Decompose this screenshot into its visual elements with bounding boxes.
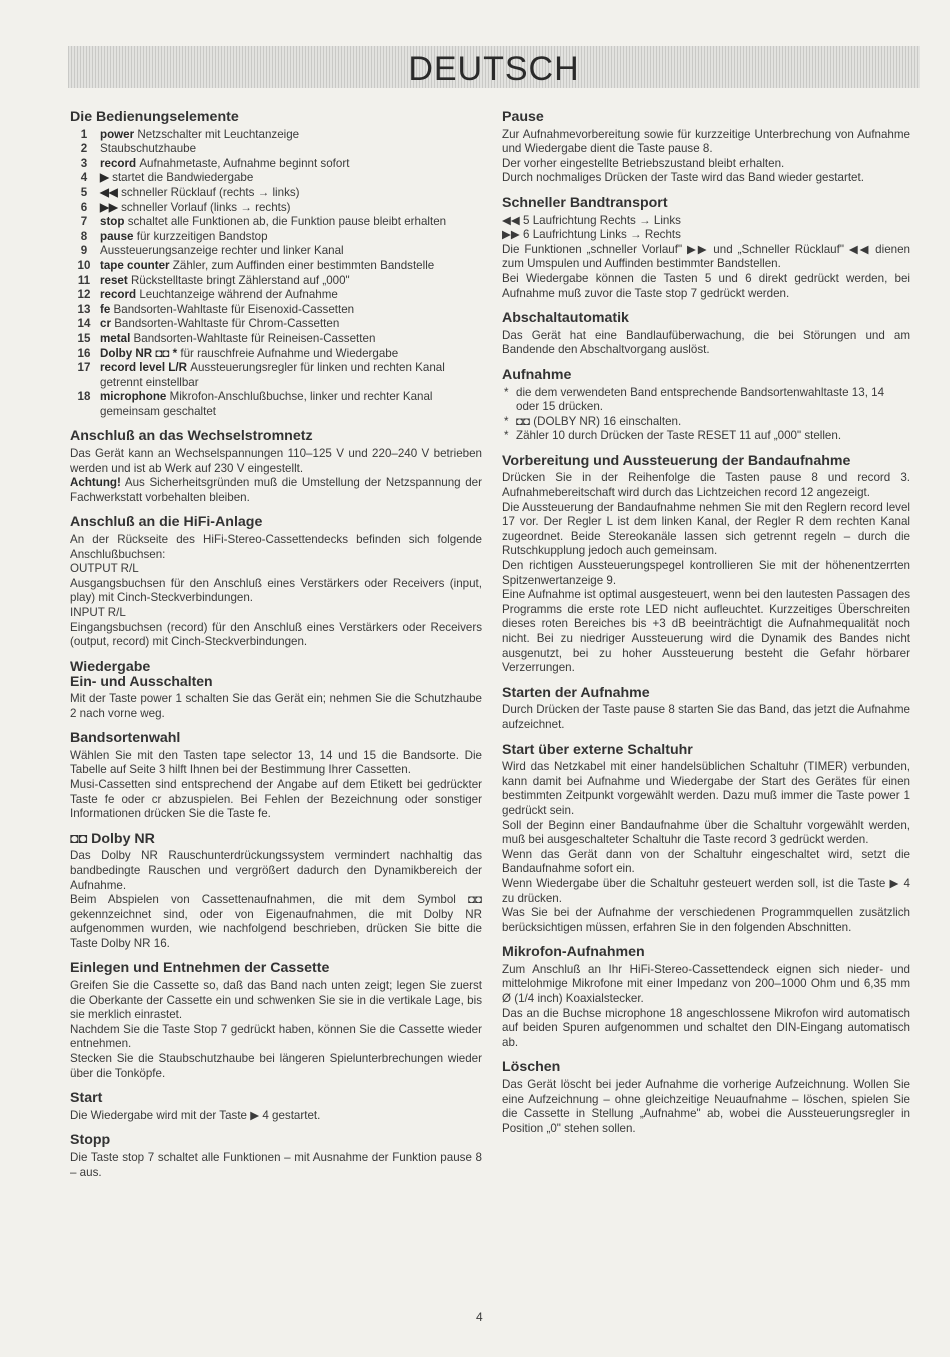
fast-text bbox=[502, 243, 910, 301]
control-desc: Aussteuerungsanzeige rechter und linker Kanal bbox=[100, 244, 344, 258]
erase-text bbox=[502, 1078, 910, 1136]
cassette-heading: Einlegen und Entnehmen der Cassette bbox=[70, 960, 330, 977]
dolby-heading: ◘◘ Dolby NR bbox=[70, 830, 155, 847]
control-item bbox=[70, 171, 482, 186]
stop-heading: Stopp bbox=[70, 1132, 111, 1149]
ac-warning bbox=[70, 476, 482, 505]
erase-heading: Löschen bbox=[502, 1059, 561, 1076]
control-item bbox=[70, 201, 482, 216]
paragraph: An der Rückseite des HiFi-Stereo-Cassettendecks befinden sich folgende Anschlußbuchsen: bbox=[70, 533, 482, 561]
control-desc: pause für kurzzeitigen Bandstop bbox=[100, 229, 268, 243]
control-item bbox=[70, 347, 482, 362]
control-number: 12 bbox=[77, 288, 91, 302]
control-item bbox=[70, 215, 482, 230]
control-item bbox=[70, 390, 482, 419]
control-number: 10 bbox=[77, 258, 91, 272]
recording-step: * Zähler 10 durch Drücken der Taste RESET 11 auf „000" stellen. bbox=[502, 429, 910, 444]
control-item bbox=[70, 157, 482, 172]
control-desc: power Netzschalter mit Leuchtanzeige bbox=[100, 127, 300, 141]
control-desc: record Leuchtanzeige während der Aufnahme bbox=[100, 288, 338, 302]
paragraph: Ausgangsbuchsen für den Anschluß eines Verstärkers oder Receivers (input, play) mit Cinch-Steckverbindungen. bbox=[70, 576, 482, 605]
control-number: 6 bbox=[80, 200, 88, 214]
paragraph: Die Funktionen „schneller Vorlauf" ▶▶ und „Schneller Rücklauf" ◀◀ dienen zum Umspulen und Auffinden bestimmter Bandstellen. bbox=[502, 242, 910, 271]
startrec-heading: Starten der Aufnahme bbox=[502, 684, 650, 701]
autostop-text bbox=[502, 329, 910, 358]
paragraph: Bei Wiedergabe können die Tasten 5 und 6 direkt gedrückt werden, bei Aufnahme muß zuvor die Taste stop 7 gedrückt werden. bbox=[502, 271, 910, 300]
control-item bbox=[70, 361, 482, 390]
ac-text: Das Gerät kann an Wechselspannungen 110–125 V und 220–240 V betrieben werden und ist ab Werk auf 230 V eingestellt. bbox=[70, 447, 482, 475]
control-desc: tape counter Zähler, zum Auffinden einer bestimmten Bandstelle bbox=[100, 258, 435, 272]
left-column bbox=[70, 104, 482, 1180]
paragraph: Zur Aufnahmevorbereitung sowie für kurzzeitige Unterbrechung von Aufnahme und Wiedergabe dient die Taste pause 8. bbox=[502, 127, 910, 156]
recording-step: * ◘◘ (DOLBY NR) 16 einschalten. bbox=[502, 415, 910, 430]
paragraph: Durch nochmaliges Drücken der Taste wird das Band wieder gestartet. bbox=[502, 171, 864, 185]
startrec-text bbox=[502, 703, 910, 732]
control-desc: ◀◀ schneller Rücklauf (rechts → links) bbox=[100, 185, 300, 199]
paragraph: Eine Aufnahme ist optimal ausgesteuert, wenn bei den lautesten Passagen des Programms die erste rote LED nicht aufleuchtet. Kurzzeitiges Überschreiten dieses roten Bereiches bis +3 dB beeinträchtigt die Aufnahmequalität noch nicht. Bei zu niedriger Aussteuerung wird die Dynamik des Bandes nicht ausgenutzt, bei zu hoher Aussteuerung besteht die Gefahr hörbarer Verzerrungen. bbox=[502, 588, 910, 675]
hifi-heading: Anschluß an die HiFi-Anlage bbox=[70, 514, 263, 531]
prep-heading: Vorbereitung und Aussteuerung der Bandaufnahme bbox=[502, 452, 851, 469]
paragraph: Beim Abspielen von Cassettenaufnahmen, die mit dem Symbol ◘◘ gekennzeichnet sind, oder von Eigenaufnahmen, die mit Dolby NR aufgenommen wurden, wie nachfolgend beschrieben, drücken Sie bitte die Taste Dolby NR 16. bbox=[70, 893, 482, 950]
control-number: 2 bbox=[80, 142, 88, 156]
paragraph: Mit der Taste power 1 schalten Sie das Gerät ein; nehmen Sie die Schutzhaube 2 nach vorne weg. bbox=[70, 691, 482, 720]
fast-heading: Schneller Bandtransport bbox=[502, 194, 668, 211]
control-item bbox=[70, 332, 482, 347]
paragraph: Die Wiedergabe wird mit der Taste ▶ 4 gestartet. bbox=[70, 1108, 321, 1122]
pause-heading: Pause bbox=[502, 109, 544, 125]
control-item bbox=[70, 128, 482, 143]
page-number: 4 bbox=[476, 1310, 483, 1324]
control-item bbox=[70, 288, 482, 303]
paragraph: Wenn das Gerät dann von der Schaltuhr eingeschaltet wird, setzt die Bandaufnahme sofort ein. bbox=[502, 847, 910, 876]
start-heading: Start bbox=[70, 1090, 103, 1107]
pause-text bbox=[502, 128, 910, 186]
power-heading: Ein- und Ausschalten bbox=[70, 673, 213, 690]
control-item bbox=[70, 244, 482, 259]
hifi-text bbox=[70, 533, 482, 650]
tapetype-heading: Bandsortenwahl bbox=[70, 730, 181, 747]
control-number: 16 bbox=[77, 346, 91, 360]
paragraph: OUTPUT R/L bbox=[70, 562, 139, 576]
control-item bbox=[70, 230, 482, 245]
page-title: DEUTSCH bbox=[408, 50, 580, 88]
paragraph: Stecken Sie die Staubschutzhaube bei längeren Spielunterbrechungen wieder über die Tonköpfe. bbox=[70, 1052, 482, 1080]
tapetype-text bbox=[70, 749, 482, 822]
paragraph: Eingangsbuchsen (record) für den Anschluß eines Verstärkers oder Receivers (output, record) mit Cinch-Steckverbindungen. bbox=[70, 620, 482, 649]
timer-text bbox=[502, 760, 910, 935]
paragraph: Wird das Netzkabel mit einer handelsüblichen Schaltuhr (TIMER) verbunden, kann damit bei Aufnahme und Wiedergabe der Start des Gerätes für einen bestimmten Zeitpunkt vorgewählt werden. Dazu muß immer die Taste power 1 gedrückt sein. bbox=[502, 760, 910, 817]
paragraph: Den richtigen Aussteuerungspegel kontrollieren Sie mit der höhenentzerrten Spitzenwertanzeige 9. bbox=[502, 559, 910, 587]
control-item bbox=[70, 186, 482, 201]
control-desc: record Aufnahmetaste, Aufnahme beginnt sofort bbox=[100, 156, 350, 170]
control-number: 4 bbox=[80, 171, 88, 185]
control-number: 13 bbox=[77, 302, 91, 316]
control-desc: ▶▶ schneller Vorlauf (links → rechts) bbox=[100, 200, 291, 214]
paragraph: Wählen Sie mit den Tasten tape selector 13, 14 und 15 die Bandsorte. Die Tabelle auf Seite 3 hilft Ihnen bei der Bestimmung Ihrer Cassetten. bbox=[70, 748, 482, 777]
control-number: 5 bbox=[80, 185, 88, 199]
start-text bbox=[70, 1109, 482, 1124]
control-item bbox=[70, 259, 482, 274]
control-desc: reset Rückstelltaste bringt Zählerstand auf „000" bbox=[100, 273, 350, 287]
control-number: 15 bbox=[77, 331, 91, 345]
mic-text bbox=[502, 963, 910, 1051]
autostop-heading: Abschaltautomatik bbox=[502, 310, 629, 327]
control-desc: record level L/R Aussteuerungsregler für linken und rechten Kanal getrennt einstellbar bbox=[100, 361, 445, 389]
control-desc: Staubschutzhaube bbox=[100, 142, 197, 156]
control-item bbox=[70, 142, 482, 157]
recording-heading: Aufnahme bbox=[502, 366, 572, 383]
control-number: 18 bbox=[77, 390, 91, 404]
controls-heading: Die Bedienungselemente bbox=[70, 109, 239, 125]
control-number: 9 bbox=[80, 244, 88, 258]
dolby-text bbox=[70, 849, 482, 951]
controls-list bbox=[70, 128, 482, 420]
control-number: 3 bbox=[80, 156, 88, 170]
title-banner bbox=[68, 46, 920, 88]
paragraph: Das an die Buchse microphone 18 angeschlossene Mikrofon wird automatisch auf beiden Spuren aufgenommen und schaltet den DIN-Eingang automatisch ab. bbox=[502, 1006, 910, 1049]
control-desc: Dolby NR ◘◘ * für rauschfreie Aufnahme und Wiedergabe bbox=[100, 346, 399, 360]
playback-text bbox=[70, 692, 482, 721]
paragraph: Musi-Cassetten sind entsprechend der Angabe auf dem Etikett bei gedrückter Taste fe oder cr abzuspielen. Bei Fehlen der Bezeichnung oder sonstiger Informationen drücken Sie die Taste fe. bbox=[70, 777, 482, 821]
warning-text: Aus Sicherheitsgründen muß die Umstellung der Netzspannung der Fachwerkstatt vorbehalten bleiben. bbox=[70, 476, 482, 504]
paragraph: Wenn Wiedergabe über die Schaltuhr gesteuert werden soll, ist die Taste ▶ 4 zu drücken. bbox=[502, 876, 910, 905]
paragraph: Die Taste stop 7 schaltet alle Funktionen – mit Ausnahme der Funktion pause 8 – aus. bbox=[70, 1151, 482, 1179]
recording-step: * die dem verwendeten Band entsprechende Bandsortenwahltaste 13, 14 oder 15 drücken. bbox=[502, 386, 910, 415]
paragraph: Der vorher eingestellte Betriebszustand bleibt erhalten. bbox=[502, 156, 785, 170]
paragraph: Nachdem Sie die Taste Stop 7 gedrückt haben, können Sie die Cassette wieder entnehmen. bbox=[70, 1022, 482, 1051]
paragraph: Das Dolby NR Rauschunterdrückungssystem vermindert nachhaltig das bandbedingte Rauschen und vergrößert dadurch den Dynamikbereich der Aufnahme. bbox=[70, 849, 482, 892]
paragraph: Zum Anschluß an Ihr HiFi-Stereo-Cassettendeck eignen sich nieder- und mittelohmige Mikrofone mit einer Impedanz von 200–1000 Ohm und 6,35 mm Ø (1/4 inch) Koaxialstecker. bbox=[502, 962, 910, 1006]
stop-text bbox=[70, 1151, 482, 1180]
paragraph: Was Sie bei der Aufnahme der verschiedenen Programmquellen zusätzlich berücksichtigen müssen, erfahren Sie in den folgenden Abschnitten. bbox=[502, 906, 910, 934]
paragraph: INPUT R/L bbox=[70, 606, 126, 619]
timer-heading: Start über externe Schaltuhr bbox=[502, 741, 693, 758]
control-number: 17 bbox=[77, 361, 91, 375]
paragraph: Das Gerät löscht bei jeder Aufnahme die vorherige Aufzeichnung. Wollen Sie eine Aufzeichnung – ohne gleichzeitige Neuaufnahme – löschen, spielen Sie die Cassette in Stellung „Aufnahme" ab, wobei die Aussteuerungsregler in Position „0" stehen sollen. bbox=[502, 1078, 910, 1135]
control-number: 1 bbox=[80, 127, 88, 141]
paragraph: Soll der Beginn einer Bandaufnahme über die Schaltuhr vorgewählt werden, muß bei ausgeschalteter Schaltuhr die Taste record 3 gedrückt werden. bbox=[502, 818, 910, 847]
paragraph: Greifen Sie die Cassette so, daß das Band nach unten zeigt; legen Sie zuerst die Oberkante der Cassette ein und schwenken Sie sie in die vertikale Lage, bis sie merklich einrastet. bbox=[70, 979, 482, 1022]
prep-text bbox=[502, 471, 910, 675]
control-item bbox=[70, 274, 482, 289]
control-number: 7 bbox=[80, 215, 88, 229]
fast-rewind-line: ◀◀ 5 Laufrichtung Rechts → Links bbox=[502, 213, 681, 227]
fast-forward-line: ▶▶ 6 Laufrichtung Links → Rechts bbox=[502, 228, 681, 242]
control-desc: cr Bandsorten-Wahltaste für Chrom-Cassetten bbox=[100, 317, 340, 331]
recording-list bbox=[502, 386, 910, 444]
control-number: 8 bbox=[80, 229, 88, 243]
paragraph: Durch Drücken der Taste pause 8 starten Sie das Band, das jetzt die Aufnahme aufzeichnet. bbox=[502, 703, 910, 731]
control-desc: microphone Mikrofon-Anschlußbuchse, linker und rechter Kanal gemeinsam geschaltet bbox=[100, 390, 433, 418]
cassette-text bbox=[70, 979, 482, 1081]
warning-label: Achtung! bbox=[70, 476, 121, 490]
control-number: 14 bbox=[77, 317, 91, 331]
paragraph: Die Aussteuerung der Bandaufnahme nehmen Sie mit den Reglern record level 17 vor. Der Regler L ist dem linken Kanal, der Regler R dem rechten Kanal zugeordnet. Beide Stereokanäle lassen sich getrennt regeln – durch die Rutschkupplung jedoch auch gemeinsam. bbox=[502, 500, 910, 558]
control-desc: metal Bandsorten-Wahltaste für Reineisen-Cassetten bbox=[100, 331, 376, 345]
control-item bbox=[70, 303, 482, 318]
control-number: 11 bbox=[77, 273, 91, 287]
mic-heading: Mikrofon-Aufnahmen bbox=[502, 944, 645, 961]
control-desc: fe Bandsorten-Wahltaste für Eisenoxid-Cassetten bbox=[100, 302, 355, 316]
control-item bbox=[70, 317, 482, 332]
right-column bbox=[502, 104, 910, 1136]
paragraph: Drücken Sie in der Reihenfolge die Tasten pause 8 und record 3. Aufnahmebereitschaft wird durch das Lichtzeichen record 12 angezeigt. bbox=[502, 471, 910, 500]
control-desc: stop schaltet alle Funktionen ab, die Funktion pause bleibt erhalten bbox=[100, 215, 447, 229]
ac-heading: Anschluß an das Wechselstromnetz bbox=[70, 428, 313, 445]
playback-heading: Wiedergabe bbox=[70, 658, 151, 675]
control-desc: ▶ startet die Bandwiedergabe bbox=[100, 171, 254, 185]
paragraph: Das Gerät hat eine Bandlaufüberwachung, die bei Störungen und am Bandende den Abschaltvorgang auslöst. bbox=[502, 328, 910, 357]
